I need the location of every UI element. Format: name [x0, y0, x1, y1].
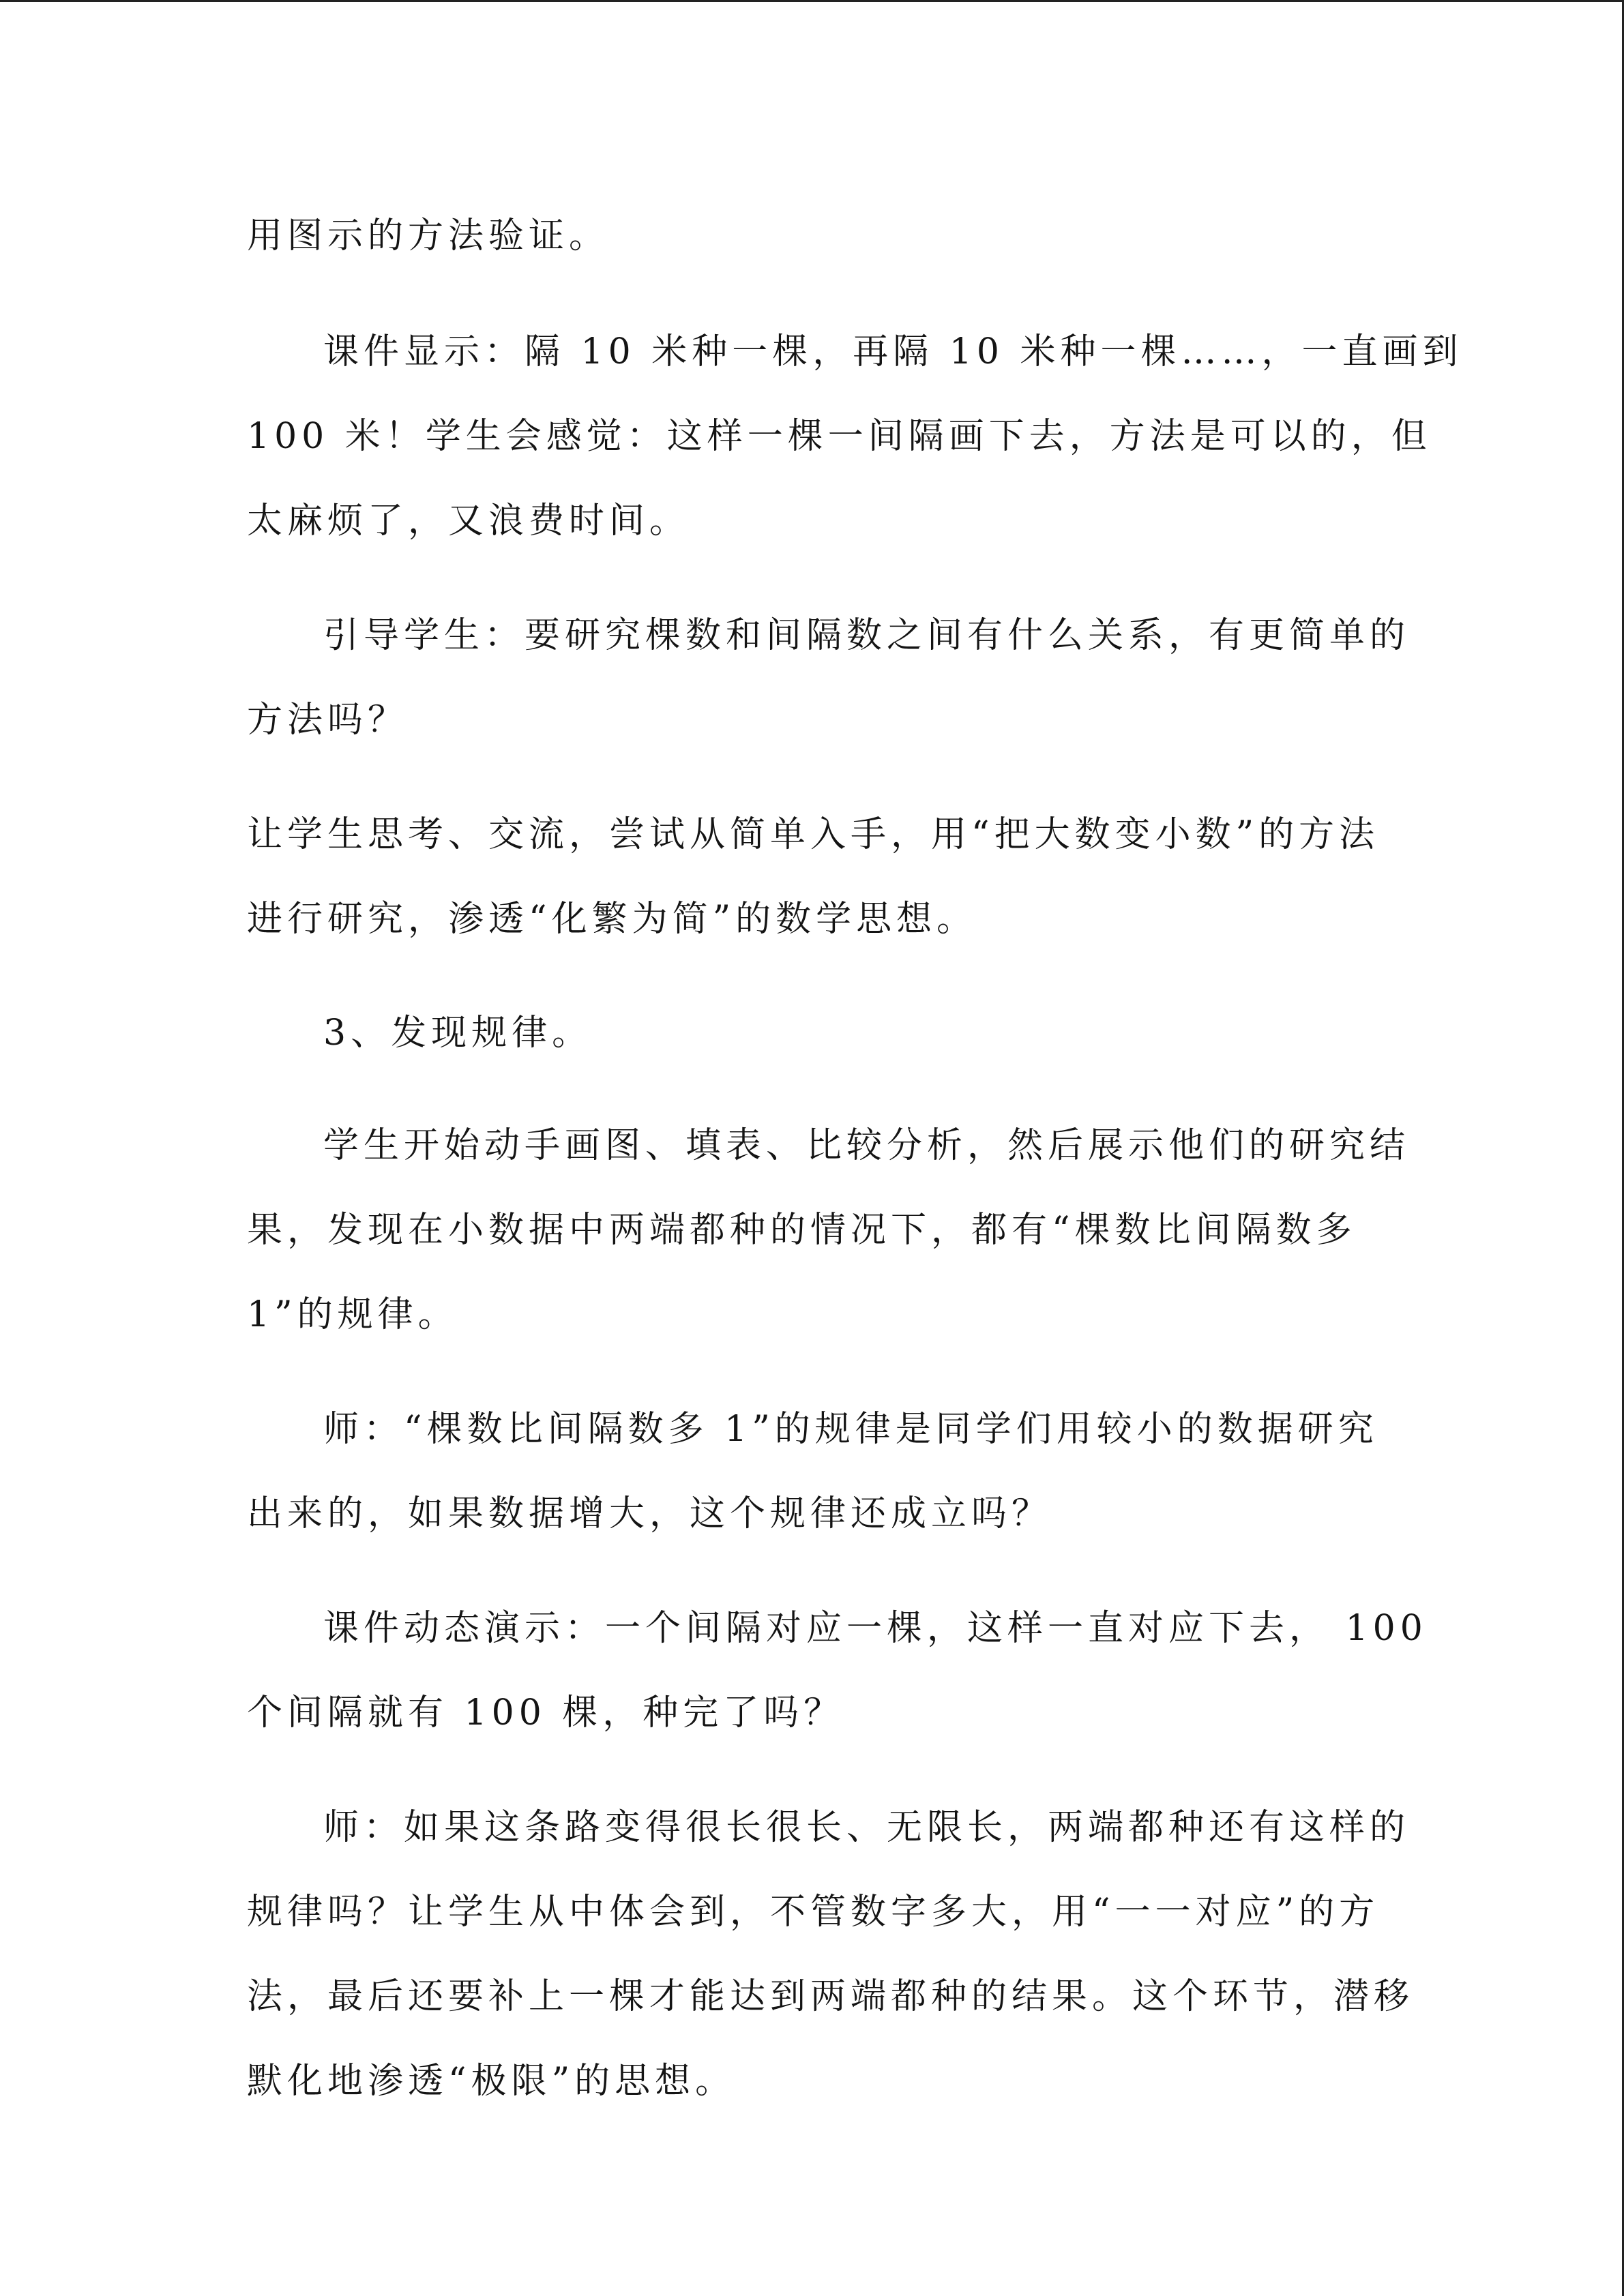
text-line: 太麻烦了，又浪费时间。	[247, 501, 690, 541]
text-line: 学生开始动手画图、填表、比较分析，然后展示他们的研究结	[323, 1125, 1411, 1166]
text-line: 法，最后还要补上一棵才能达到两端都种的结果。这个环节，潜移	[247, 1976, 1415, 2017]
text-line: 规律吗？让学生从中体会到，不管数字多大，用“一一对应”的方	[247, 1892, 1380, 1933]
text-line: 出来的，如果数据增大，这个规律还成立吗？	[247, 1493, 1052, 1534]
text-line: 1”的规律。	[247, 1294, 458, 1335]
text-line: 进行研究，渗透“化繁为简”的数学思想。	[247, 899, 977, 940]
text-line: 个间隔就有 100 棵，种完了吗？	[247, 1693, 844, 1733]
text-line: 用图示的方法验证。	[247, 215, 610, 256]
text-line: 课件动态演示：一个间隔对应一棵，这样一直对应下去， 100	[323, 1608, 1428, 1649]
text-line: 师：“棵数比间隔数多 1”的规律是同学们用较小的数据研究	[323, 1409, 1378, 1450]
text-line: 师：如果这条路变得很长很长、无限长，两端都种还有这样的	[323, 1807, 1411, 1848]
text-line: 100 米！学生会感觉：这样一棵一间隔画下去，方法是可以的，但	[247, 416, 1432, 457]
text-line: 课件显示：隔 10 米种一棵，再隔 10 米种一棵……，一直画到	[323, 331, 1463, 372]
text-line: 果，发现在小数据中两端都种的情况下，都有“棵数比间隔数多	[247, 1210, 1357, 1251]
text-line: 3、发现规律。	[323, 1013, 593, 1054]
text-line: 引导学生：要研究棵数和间隔数之间有什么关系，有更简单的	[323, 615, 1411, 656]
text-line: 方法吗？	[247, 700, 409, 741]
page-top-border	[0, 0, 1624, 2]
text-line: 默化地渗透“极限”的思想。	[247, 2061, 736, 2102]
text-line: 让学生思考、交流，尝试从简单入手，用“把大数变小数”的方法	[247, 814, 1380, 855]
